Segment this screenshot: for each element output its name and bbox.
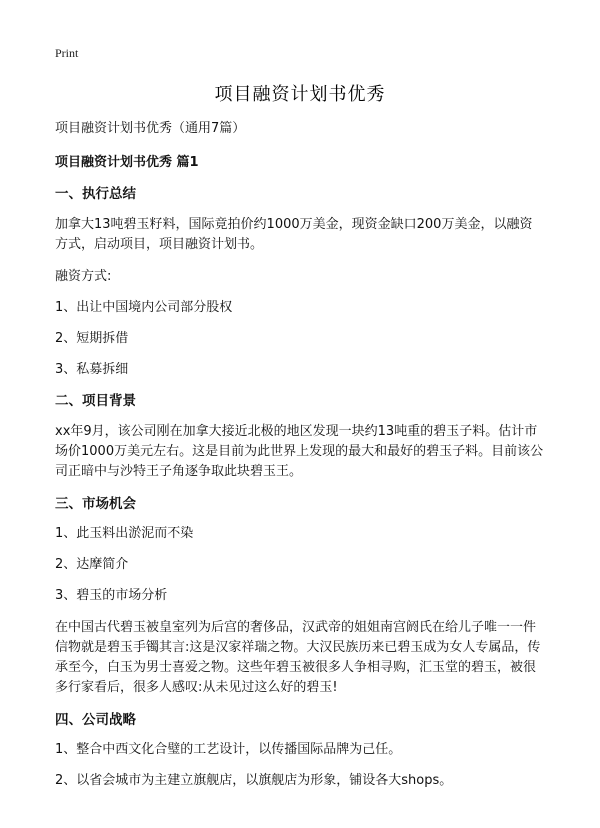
- section-heading-strategy: 四、公司战略: [55, 712, 136, 728]
- section-heading-background: 二、项目背景: [55, 393, 136, 409]
- list-item: 2、短期拆借: [55, 331, 129, 346]
- market-analysis-paragraph: 在中国古代碧玉被皇室列为后宫的奢侈品，汉武帝的姐姐南宫阏氏在给儿子唯一一件信物就是碧玉手镯其言:这是汉家祥瑞之物。大汉民族历来已碧玉成为女人专属品，传承至今，白玉为男士喜爱之物。这些年碧玉被很多人争相寻购，汇玉堂的碧玉，被很多行家看后，很多人感叹:从未见过这么好的碧玉!: [55, 620, 541, 695]
- document-title: 项目融资计划书优秀: [214, 84, 386, 105]
- list-item: 1、整合中西文化合璧的工艺设计，以传播国际品牌为己任。: [55, 742, 402, 757]
- list-item: 1、此玉料出淤泥而不染: [55, 526, 194, 541]
- print-label: Print: [55, 46, 79, 60]
- list-item: 3、碧玉的市场分析: [55, 588, 168, 603]
- section-heading-market: 三、市场机会: [55, 496, 136, 512]
- list-item: 1、出让中国境内公司部分股权: [55, 300, 233, 315]
- document-subtitle: 项目融资计划书优秀（通用7篇）: [55, 121, 246, 136]
- chapter-heading: 项目融资计划书优秀 篇1: [55, 155, 199, 170]
- section-heading-summary: 一、执行总结: [55, 186, 136, 202]
- list-item: 3、私募拆细: [55, 362, 129, 377]
- financing-methods-label: 融资方式:: [55, 269, 112, 284]
- summary-paragraph: 加拿大13吨碧玉籽料，国际竟拍价约1000万美金，现资金缺口200万美金，以融资方式，启动项目，项目融资计划书。: [55, 217, 533, 252]
- background-paragraph: xx年9月，该公司刚在加拿大接近北极的地区发现一块约13吨重的碧玉子料。估计市场价1000万美元左右。这是目前为此世界上发现的最大和最好的碧玉子料。目前该公司正暗中与沙特王子角逐争取此块碧玉王。: [55, 424, 544, 479]
- list-item: 2、以省会城市为主建立旗舰店，以旗舰店为形象，铺设各大shops。: [55, 773, 453, 788]
- list-item: 2、达摩简介: [55, 557, 129, 572]
- document-body: [55, 120, 545, 803]
